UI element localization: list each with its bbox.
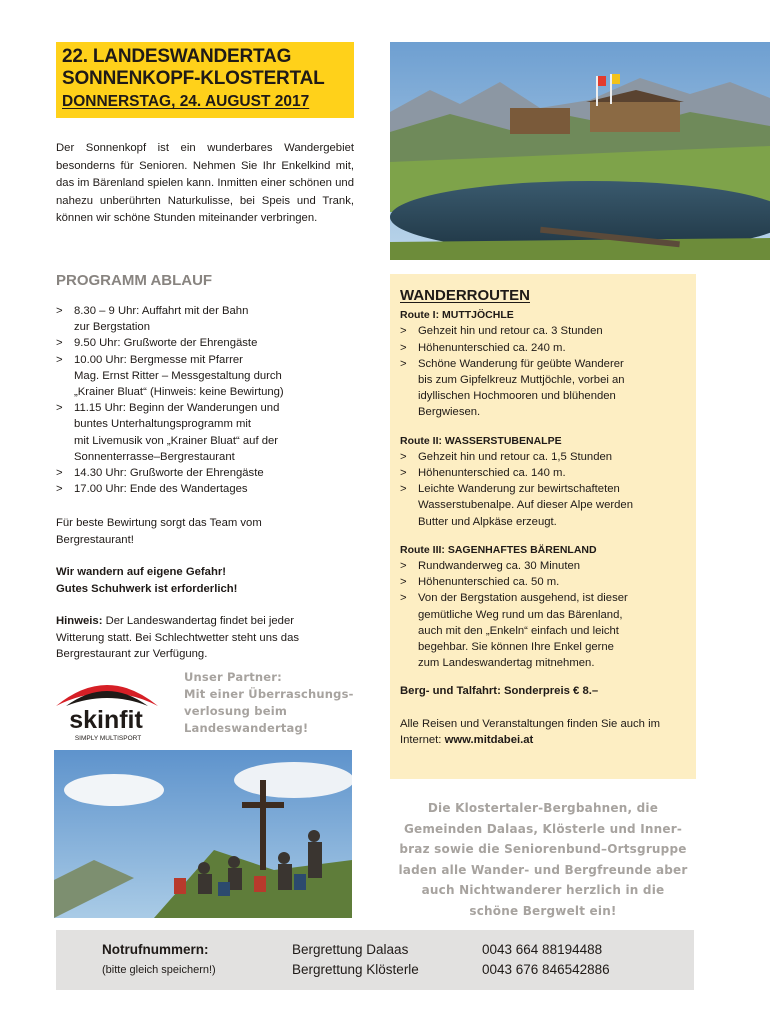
list-item bbox=[56, 481, 356, 497]
route-block bbox=[400, 433, 686, 530]
arrow-bullet-icon: > bbox=[56, 305, 63, 317]
closing-text bbox=[390, 798, 696, 921]
list-item-line: buntes Unterhaltungsprogramm mit bbox=[74, 418, 252, 431]
list-item-line: 17.00 Uhr: Ende des Wandertages bbox=[74, 483, 248, 496]
list-item bbox=[56, 465, 356, 481]
emergency-name-kloesterle: Bergrettung Klösterle bbox=[292, 962, 419, 977]
emergency-phone-dalaas[interactable]: 0043 664 88194488 bbox=[482, 942, 603, 957]
notice-label: Hinweis: bbox=[56, 615, 103, 627]
emergency-sublabel: (bitte gleich speichern!) bbox=[102, 964, 216, 976]
arrow-bullet-icon: > bbox=[400, 450, 407, 463]
list-item bbox=[56, 303, 356, 335]
arrow-bullet-icon: > bbox=[56, 337, 63, 350]
title-line-2: SONNENKOPF-KLOSTERTAL bbox=[62, 68, 325, 89]
notice-line: Witterung statt. Bei Schlechtwetter steht uns das bbox=[56, 631, 299, 644]
emergency-bar bbox=[56, 930, 694, 990]
mountain-lake-photo bbox=[390, 42, 770, 260]
arrow-bullet-icon: > bbox=[400, 483, 407, 496]
routes-box bbox=[390, 274, 696, 779]
list-item-line: Sonnenterrasse–Bergrestaurant bbox=[74, 450, 235, 463]
list-item-line: 10.00 Uhr: Bergmesse mit Pfarrer bbox=[74, 353, 243, 366]
catering-line: Für beste Bewirtung sorgt das Team vom bbox=[56, 517, 262, 529]
partner-line: Landeswandertag! bbox=[184, 721, 309, 735]
list-item-line: 9.50 Uhr: Grußworte der Ehrengäste bbox=[74, 337, 258, 350]
arrow-bullet-icon: > bbox=[56, 483, 63, 496]
arrow-bullet-icon: > bbox=[56, 402, 63, 415]
title-line-1: 22. LANDESWANDERTAG bbox=[62, 46, 292, 67]
route-block bbox=[400, 542, 686, 672]
list-item-line: Höhenunterschied ca. 50 m. bbox=[418, 576, 560, 589]
arrow-bullet-icon: > bbox=[56, 353, 63, 366]
internet-label: Alle Reisen und Veranstaltungen finden Sie auch im Internet: bbox=[400, 717, 660, 746]
list-item-line: idyllischen Hochmooren und blühenden bbox=[418, 390, 616, 403]
closing-line: laden alle Wander- und Bergfreunde aber bbox=[398, 862, 688, 877]
list-item-line: „Krainer Bluat“ (Hinweis: keine Bewirtung) bbox=[74, 386, 284, 399]
notice-text bbox=[56, 613, 356, 663]
closing-line: Die Klostertaler-Bergbahnen, die bbox=[427, 801, 659, 815]
partner-line: Unser Partner: bbox=[184, 670, 282, 684]
route-title: Route III: SAGENHAFTES BÄRENLAND bbox=[400, 543, 597, 556]
route-title: Route II: WASSERSTUBENALPE bbox=[400, 434, 562, 447]
closing-line: Gemeinden Dalaas, Klösterle und Inner- bbox=[403, 821, 683, 836]
emergency-phone-kloesterle[interactable]: 0043 676 846542886 bbox=[482, 962, 610, 977]
notice-line: Bergrestaurant zur Verfügung. bbox=[56, 648, 208, 660]
internet-text bbox=[400, 716, 686, 748]
list-item bbox=[56, 352, 356, 401]
list-item-line: Rundwanderweg ca. 30 Minuten bbox=[418, 560, 581, 573]
closing-line: braz sowie die Seniorenbund–Ortsgruppe bbox=[399, 842, 687, 856]
title-date: DONNERSTAG, 24. AUGUST 2017 bbox=[62, 93, 310, 110]
list-item-line: Schöne Wanderung für geübte Wanderer bbox=[418, 357, 624, 370]
list-item-line: Gehzeit hin und retour ca. 1,5 Stunden bbox=[418, 450, 613, 463]
list-item bbox=[400, 449, 686, 465]
partner-line: verlosung beim bbox=[184, 704, 288, 718]
arrow-bullet-icon: > bbox=[400, 592, 407, 605]
skinfit-logo-text: skinfit bbox=[69, 706, 143, 734]
list-item-line: bis zum Gipfelkreuz Muttjöchle, vorbei an bbox=[418, 374, 625, 387]
arrow-bullet-icon: > bbox=[400, 341, 407, 354]
partner-text bbox=[184, 669, 364, 737]
route-block bbox=[400, 307, 686, 420]
arrow-bullet-icon: > bbox=[56, 467, 63, 480]
list-item-line: Von der Bergstation ausgehend, ist dieser bbox=[418, 592, 628, 605]
list-item-line: zum Landeswandertag mitnehmen. bbox=[418, 657, 595, 670]
list-item bbox=[400, 574, 686, 590]
list-item bbox=[56, 400, 356, 465]
list-item-line: Wasserstubenalpe. Auf dieser Alpe werden bbox=[418, 499, 633, 512]
list-item-line: Bergwiesen. bbox=[418, 406, 481, 419]
list-item bbox=[400, 558, 686, 574]
list-item-line: auch mit den „Enkeln“ einfach und leicht bbox=[418, 624, 619, 637]
arrow-bullet-icon: > bbox=[400, 576, 407, 589]
list-item-line: 14.30 Uhr: Grußworte der Ehrengäste bbox=[74, 467, 264, 480]
list-item-line: gemütliche Weg rund um das Bärenland, bbox=[418, 608, 623, 621]
list-item-line: Gehzeit hin und retour ca. 3 Stunden bbox=[418, 325, 603, 338]
list-item-line: begehbar. Sie können Ihre Enkel gerne bbox=[418, 641, 614, 654]
list-item-line: Butter und Alpkäse erzeugt. bbox=[418, 515, 557, 528]
list-item bbox=[400, 465, 686, 481]
partner-line: Mit einer Überraschungs- bbox=[184, 687, 354, 701]
catering-text bbox=[56, 515, 356, 548]
internet-link[interactable]: www.mitdabei.at bbox=[444, 733, 534, 746]
list-item bbox=[400, 340, 686, 356]
emergency-name-dalaas: Bergrettung Dalaas bbox=[292, 942, 409, 957]
list-item-line: 11.15 Uhr: Beginn der Wanderungen und bbox=[74, 402, 280, 415]
closing-line: schöne Bergwelt ein! bbox=[469, 903, 617, 918]
list-item bbox=[400, 590, 686, 671]
list-item bbox=[400, 323, 686, 339]
list-item-line: mit Livemusik von „Krainer Bluat“ auf der bbox=[74, 434, 279, 447]
list-item-line: Höhenunterschied ca. 240 m. bbox=[418, 341, 566, 354]
list-item-line: Leichte Wanderung zur bewirtschafteten bbox=[418, 483, 620, 496]
warning-text bbox=[56, 564, 356, 597]
arrow-bullet-icon: > bbox=[400, 560, 407, 573]
arrow-bullet-icon: > bbox=[400, 467, 407, 480]
list-item-line: Höhenunterschied ca. 140 m. bbox=[418, 467, 566, 480]
arrow-bullet-icon: > bbox=[400, 325, 407, 338]
emergency-label: Notrufnummern: bbox=[102, 942, 209, 957]
price-text: Berg- und Talfahrt: Sonderpreis € 8.– bbox=[400, 685, 599, 698]
list-item-line: 8.30 – 9 Uhr: Auffahrt mit der Bahn bbox=[74, 305, 249, 317]
closing-line: auch Nichtwanderer herzlich in die bbox=[421, 883, 665, 897]
list-item-line: zur Bergstation bbox=[74, 321, 150, 334]
list-item bbox=[400, 481, 686, 530]
list-item bbox=[56, 335, 356, 351]
skinfit-logo-subtext: SIMPLY MULTISPORT bbox=[74, 735, 142, 742]
warning-line: Gutes Schuhwerk ist erforderlich! bbox=[56, 582, 238, 595]
arrow-bullet-icon: > bbox=[400, 357, 407, 370]
catering-line: Bergrestaurant! bbox=[56, 533, 134, 546]
routes-heading: WANDERROUTEN bbox=[400, 287, 530, 304]
list-item-line: Mag. Ernst Ritter – Messgestaltung durch bbox=[74, 369, 282, 382]
intro-text: Der Sonnenkopf ist ein wunderbares Wandergebiet besonderns für Senioren. Nehmen Sie Ihr Enkelkind mit, das im Bärenland spielen kann. Inmitten einer schönen und nahezu unberührten Naturkulisse, bei Speis und Trank, können wir schöne Stunden miteinander verbringen. bbox=[56, 142, 354, 224]
routes-list bbox=[400, 307, 686, 671]
programm-list bbox=[56, 303, 356, 497]
summit-cross-photo bbox=[54, 750, 352, 918]
programm-heading: PROGRAMM ABLAUF bbox=[56, 272, 213, 289]
warning-line: Wir wandern auf eigene Gefahr! bbox=[56, 566, 227, 578]
skinfit-logo bbox=[52, 670, 162, 744]
notice-line: Der Landeswandertag findet bei jeder bbox=[102, 615, 294, 627]
route-title: Route I: MUTTJÖCHLE bbox=[400, 309, 514, 322]
title-block bbox=[56, 42, 354, 118]
list-item bbox=[400, 356, 686, 421]
